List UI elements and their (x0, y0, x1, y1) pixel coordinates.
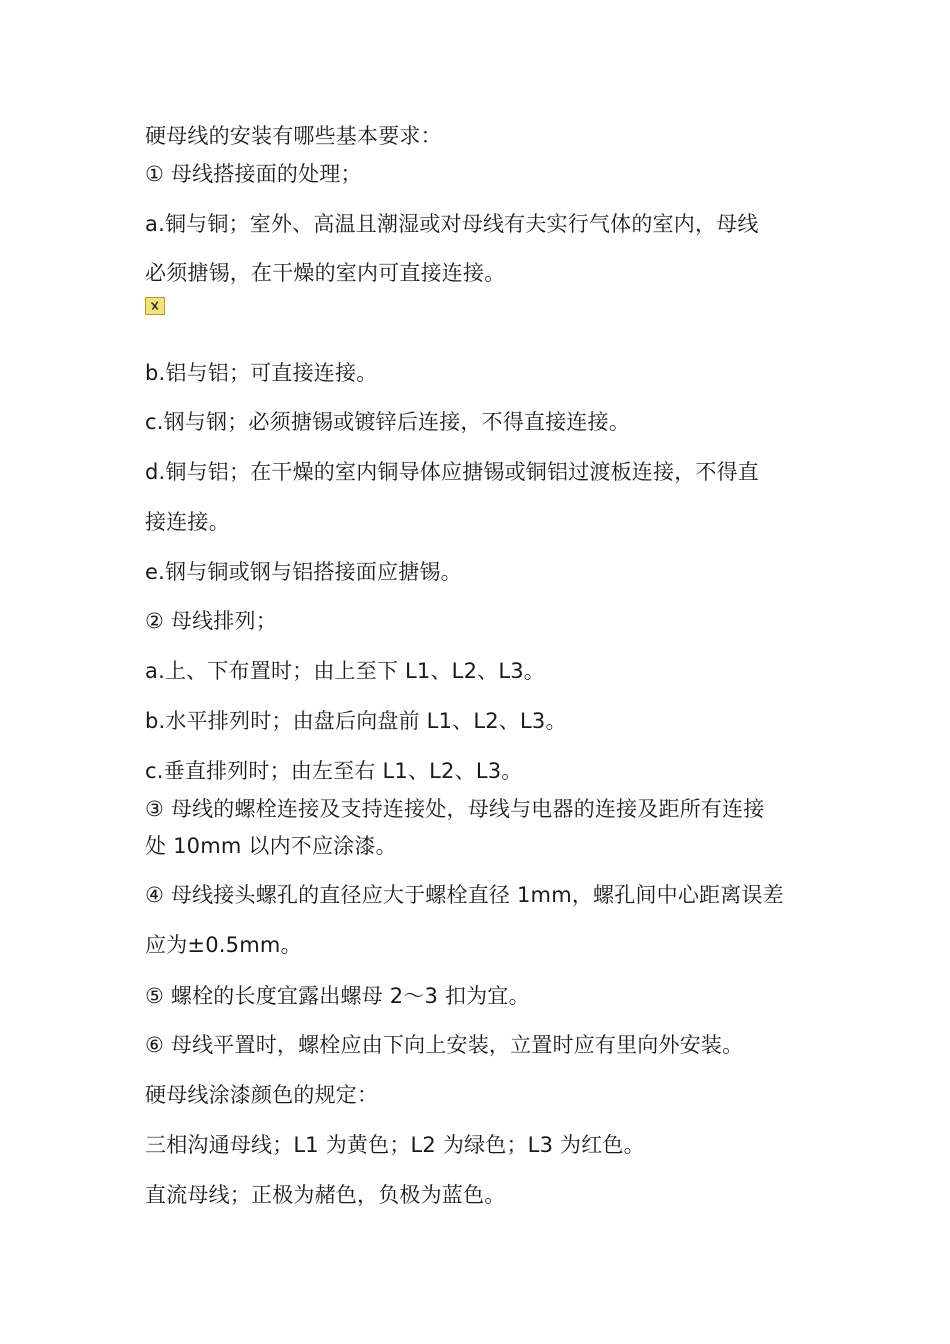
item-1d-line-2: 接连接。 (145, 510, 230, 534)
item-4-line-1: ④ 母线接头螺孔的直径应大于螺栓直径 1mm，螺孔间中心距离误差 (145, 883, 784, 907)
item-1b: b.铝与铝；可直接连接。 (145, 361, 378, 385)
item-5: ⑤ 螺栓的长度宜露出螺母 2～3 扣为宜。 (145, 984, 530, 1008)
item-1-title: ① 母线搭接面的处理； (145, 162, 362, 186)
item-1a-line-1: a.铜与铜；室外、高温且潮湿或对母线有夫实行气体的室内，母线 (145, 212, 759, 236)
item-1c: c.钢与钢；必须搪锡或镀锌后连接，不得直接连接。 (145, 410, 631, 434)
item-1e: e.钢与铜或钢与铝搭接面应搪锡。 (145, 560, 462, 584)
broken-image-icon (145, 297, 165, 315)
item-6: ⑥ 母线平置时，螺栓应由下向上安装，立置时应有里向外安装。 (145, 1033, 744, 1057)
item-2a: a.上、下布置时；由上至下 L1、L2、L3。 (145, 659, 545, 683)
item-2b: b.水平排列时；由盘后向盘前 L1、L2、L3。 (145, 709, 567, 733)
item-1d-line-1: d.铜与铝；在干燥的室内铜导体应搪锡或铜铝过渡板连接，不得直 (145, 460, 760, 484)
paint-dc: 直流母线；正极为赭色，负极为蓝色。 (145, 1183, 506, 1207)
item-4-line-2: 应为±0.5mm。 (145, 933, 302, 957)
item-1a-line-2: 必须搪锡，在干燥的室内可直接连接。 (145, 261, 506, 285)
heading-install-requirements: 硬母线的安装有哪些基本要求： (145, 124, 442, 148)
item-3-line-2: 处 10mm 以内不应涂漆。 (145, 834, 397, 858)
heading-paint-colors: 硬母线涂漆颜色的规定： (145, 1083, 379, 1107)
item-2c: c.垂直排列时；由左至右 L1、L2、L3。 (145, 759, 523, 783)
item-2-title: ② 母线排列； (145, 609, 277, 633)
paint-three-phase: 三相沟通母线；L1 为黄色；L2 为绿色；L3 为红色。 (145, 1133, 645, 1157)
item-3-line-1: ③ 母线的螺栓连接及支持连接处，母线与电器的连接及距所有连接 (145, 797, 765, 821)
